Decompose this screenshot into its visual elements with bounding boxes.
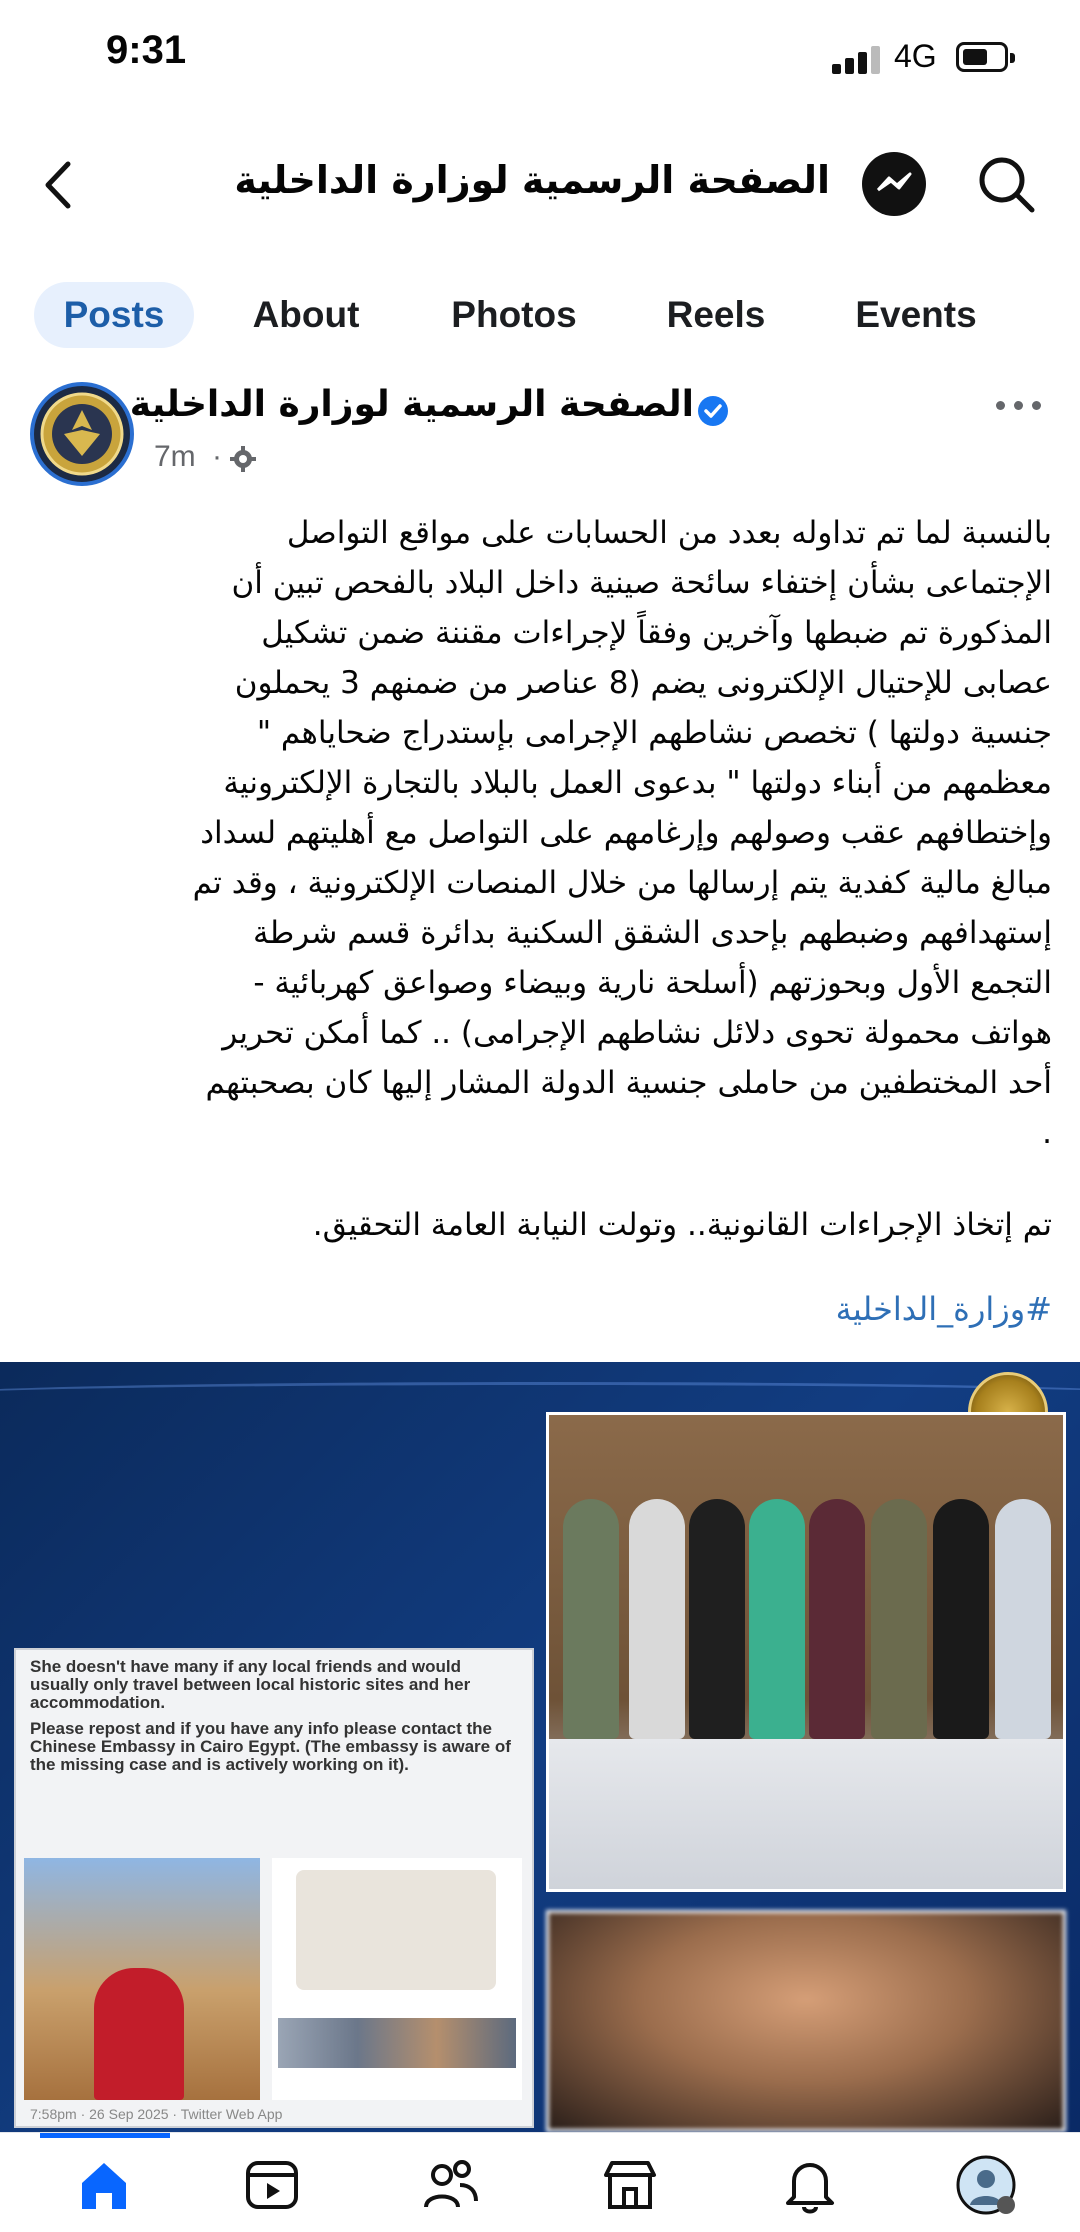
post-text-line: معظمهم من أبناء دولتها " بدعوى العمل بالبلاد بالتجارة الإلكترونية bbox=[223, 765, 1052, 801]
messenger-icon bbox=[862, 152, 926, 216]
blurred-person-photo bbox=[546, 1910, 1066, 2132]
post-text-line: التجمع الأول وبحوزتهم (أسلحة نارية وبيضاء وصواعق كهربائية - bbox=[253, 965, 1052, 1001]
card-photo bbox=[24, 1858, 260, 2100]
post-meta bbox=[154, 440, 222, 474]
active-nav-indicator bbox=[40, 2133, 170, 2138]
card-paragraph: Please repost and if you have any info please contact the Chinese Embassy in Cairo Egypt. (The embassy is aware of the missing case and is actively working on it). bbox=[30, 1719, 511, 1774]
post-text bbox=[28, 508, 1052, 1158]
post-text-line: وإختطافهم عقب وصولهم وإرغامهم على التواصل مع أهليتهم لسداد bbox=[200, 815, 1052, 851]
post-text-line: جنسية دولتها ) تخصص نشاطهم الإجرامى بإستدراج ضحاياهم " bbox=[256, 715, 1052, 751]
nav-home[interactable] bbox=[64, 2147, 144, 2223]
tab-photos[interactable]: Photos bbox=[451, 294, 577, 335]
post-text-line: الإجتماعى بشأن إختفاء سائحة صينية داخل البلاد بالفحص تبين أن bbox=[231, 565, 1052, 601]
post-author-name[interactable]: الصفحة الرسمية لوزارة الداخلية bbox=[129, 384, 694, 425]
more-dots-icon bbox=[996, 401, 1005, 410]
hashtag-link[interactable]: #وزارة_الداخلية bbox=[835, 1290, 1052, 1328]
post-text-line: . bbox=[1042, 1115, 1052, 1151]
card-photo bbox=[272, 1858, 522, 2100]
gear-icon bbox=[228, 444, 258, 474]
profile-avatar-icon bbox=[954, 2153, 1018, 2217]
signal-icon bbox=[832, 44, 882, 74]
nav-marketplace[interactable] bbox=[590, 2147, 670, 2223]
card-paragraph: She doesn't have many if any local friends and would usually only travel between local historic sites and her accommodation. bbox=[30, 1657, 471, 1712]
post-time: 7m bbox=[154, 440, 196, 473]
tab-posts[interactable]: Posts bbox=[34, 282, 194, 348]
page-avatar[interactable] bbox=[30, 382, 134, 486]
more-options-button[interactable] bbox=[996, 392, 1048, 418]
page-title: الصفحة الرسمية لوزارة الداخلية bbox=[234, 158, 830, 202]
nav-notifications[interactable] bbox=[770, 2147, 850, 2223]
post-text-line: إستهدافهم وضبطهم بإحدى الشقق السكنية بدائرة قسم شرطة bbox=[253, 915, 1052, 951]
suspects-photo bbox=[546, 1412, 1066, 1892]
post-text-line: بالنسبة لما تم تداوله بعدد من الحسابات على مواقع التواصل bbox=[286, 515, 1052, 551]
friends-icon bbox=[418, 2153, 482, 2217]
post-text-line: مبالغ مالية كفدية يتم إرسالها من خلال المنصات الإلكترونية ، وقد تم bbox=[192, 865, 1052, 901]
marketplace-icon bbox=[598, 2153, 662, 2217]
post-text-line: عصابى للإحتيال الإلكترونى يضم (8 عناصر من ضمنهم 3 يحملون bbox=[234, 665, 1052, 701]
network-label: 4G bbox=[894, 38, 937, 74]
verified-badge-icon bbox=[696, 394, 730, 428]
tab-reels[interactable]: Reels bbox=[666, 294, 766, 335]
video-icon bbox=[240, 2153, 304, 2217]
messenger-button[interactable] bbox=[862, 152, 926, 216]
bottom-nav bbox=[0, 2132, 1080, 2232]
nav-friends[interactable] bbox=[410, 2147, 490, 2223]
social-screenshot-card bbox=[14, 1648, 534, 2128]
page-header bbox=[0, 130, 1080, 240]
back-icon bbox=[30, 150, 90, 220]
post-text-line: أحد المختطفين من حاملى جنسية الدولة المشار إليها كان بصحبتهم bbox=[205, 1065, 1052, 1101]
nav-profile[interactable] bbox=[946, 2147, 1026, 2223]
post-text-line: هواتف محمولة تحوى دلائل نشاطهم الإجرامى) .. كما أمكن تحرير bbox=[222, 1015, 1052, 1051]
tab-about[interactable]: About bbox=[252, 294, 360, 335]
tab-events[interactable]: Events bbox=[855, 294, 977, 335]
page-tabs bbox=[0, 270, 1080, 360]
post-text-line: المذكورة تم ضبطها وآخرين وفقاً لإجراءات مقننة ضمن تشكيل bbox=[261, 615, 1052, 651]
status-time: 9:31 bbox=[106, 28, 187, 72]
search-icon bbox=[972, 150, 1042, 220]
post-image[interactable] bbox=[0, 1362, 1080, 2132]
ministry-seal-icon bbox=[34, 386, 130, 482]
search-button[interactable] bbox=[972, 150, 1042, 220]
meta-separator: · bbox=[212, 440, 223, 473]
status-bar bbox=[0, 0, 1080, 110]
back-button[interactable] bbox=[30, 150, 90, 220]
home-icon bbox=[72, 2153, 136, 2217]
battery-icon bbox=[956, 42, 1008, 72]
post-conclusion: تم إتخاذ الإجراءات القانونية.. وتولت النيابة العامة التحقيق. bbox=[312, 1207, 1052, 1243]
bell-icon bbox=[778, 2153, 842, 2217]
card-footer: 7:58pm · 26 Sep 2025 · Twitter Web App bbox=[30, 2106, 283, 2122]
nav-video[interactable] bbox=[232, 2147, 312, 2223]
